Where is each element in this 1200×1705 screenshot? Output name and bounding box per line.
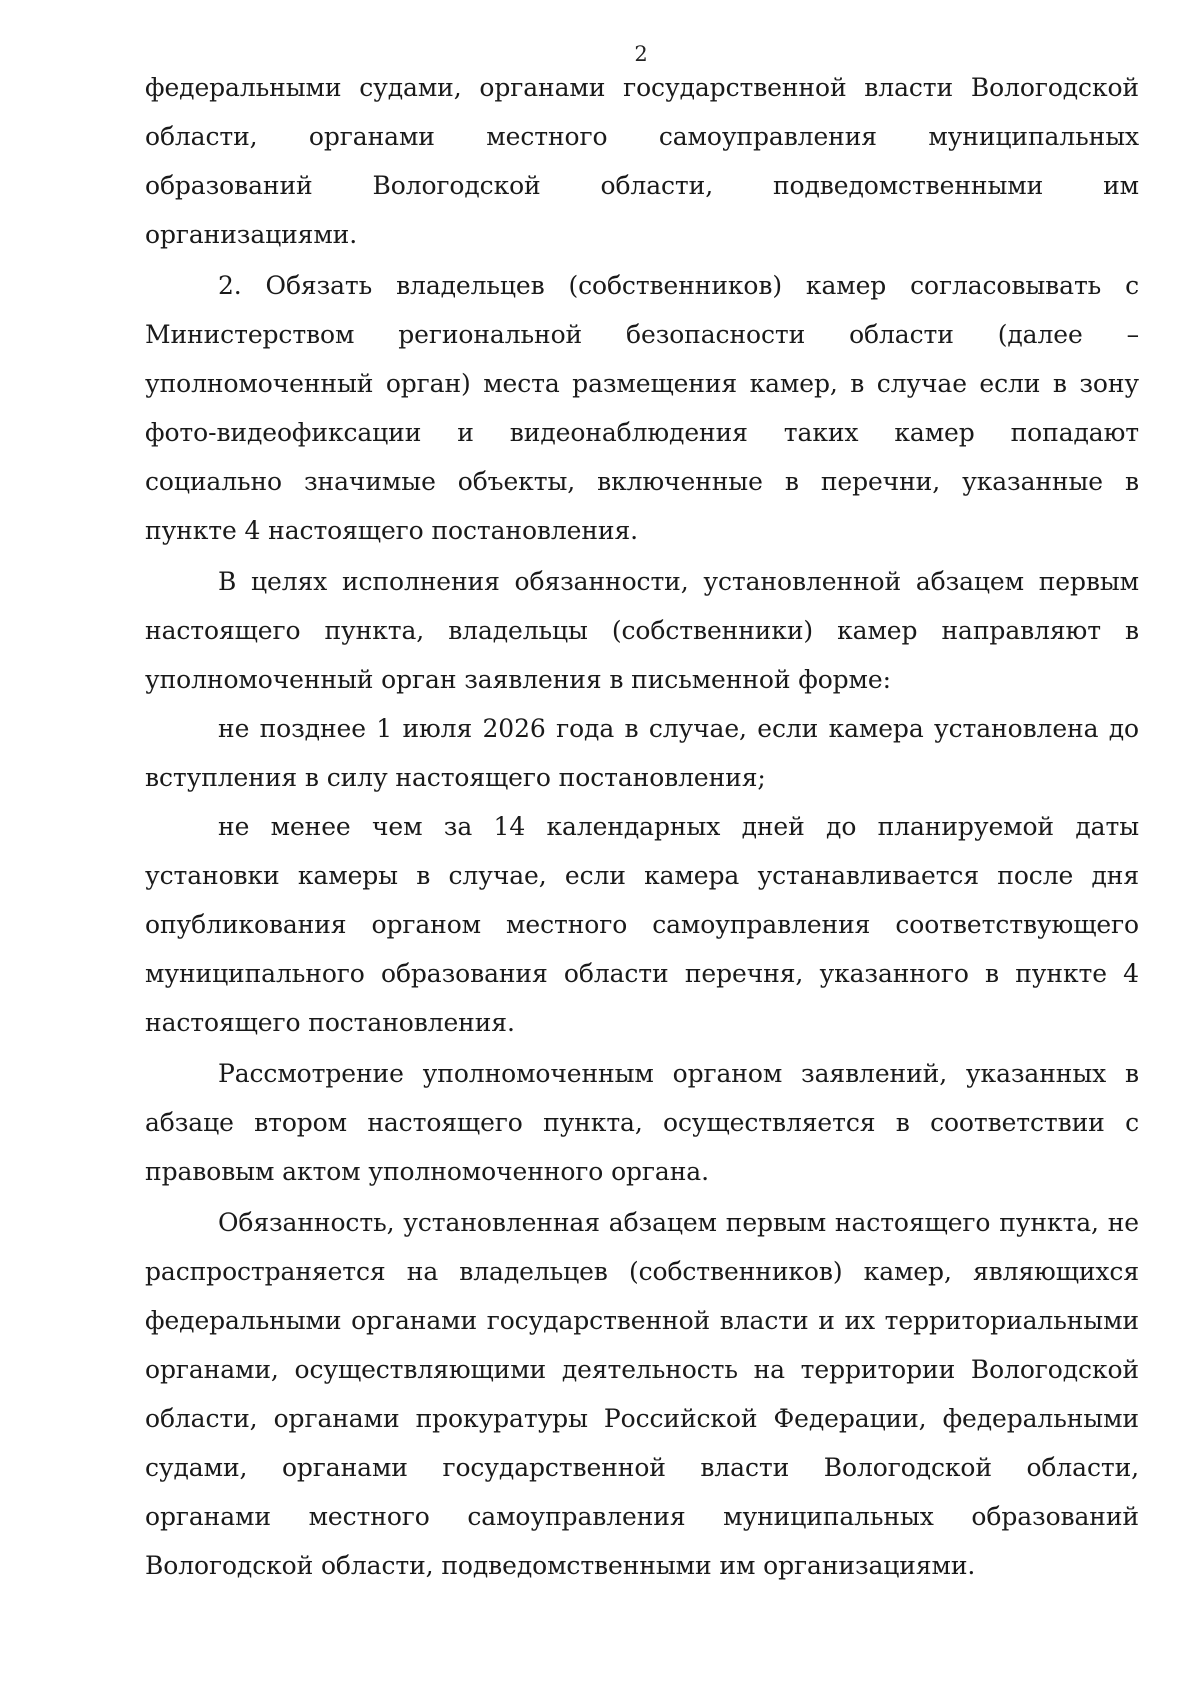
paragraph-review: Рассмотрение уполномоченным органом заявлений, указанных в абзаце втором настоящего пункта, осуществляется в соответствии с правовым актом уполномоченного органа. (145, 1059, 1139, 1186)
paragraph-deadline-existing: не позднее 1 июля 2026 года в случае, если камера установлена до вступления в силу настоящего постановления; (145, 714, 1139, 792)
paragraph-continuation: федеральными судами, органами государственной власти Вологодской области, органами местного самоуправления муниципальных образований Вологодской области, подведомственными им организациями. (145, 73, 1139, 249)
paragraph-exemption: Обязанность, установленная абзацем первым настоящего пункта, не распространяется на владельцев (собственников) камер, являющихся федеральными органами государственной власти и их территориальными органами, осуществляющими деятельность на территории Вологодской области, органами прокуратуры Российской Федерации, федеральными судами, органами государственной власти Вологодской области, органами местного самоуправления муниципальных образований Вологодской области, подведомственными им организациями. (145, 1208, 1139, 1580)
paragraph-deadline-new: не менее чем за 14 календарных дней до планируемой даты установки камеры в случае, если камера устанавливается после дня опубликования органом местного самоуправления соответствующего муниципального образования области перечня, указанного в пункте 4 настоящего постановления. (145, 812, 1139, 1037)
document-body (145, 63, 1139, 1590)
paragraph-item-2: 2. Обязать владельцев (собственников) камер согласовывать с Министерством региональной безопасности области (далее – уполномоченный орган) места размещения камер, в случае если в зону фото-видеофиксации и видеонаблюдения таких камер попадают социально значимые объекты, включенные в перечни, указанные в пункте 4 настоящего постановления. (145, 271, 1139, 545)
paragraph-purpose: В целях исполнения обязанности, установленной абзацем первым настоящего пункта, владельцы (собственники) камер направляют в уполномоченный орган заявления в письменной форме: (145, 567, 1139, 694)
page-number: 2 (634, 42, 648, 66)
